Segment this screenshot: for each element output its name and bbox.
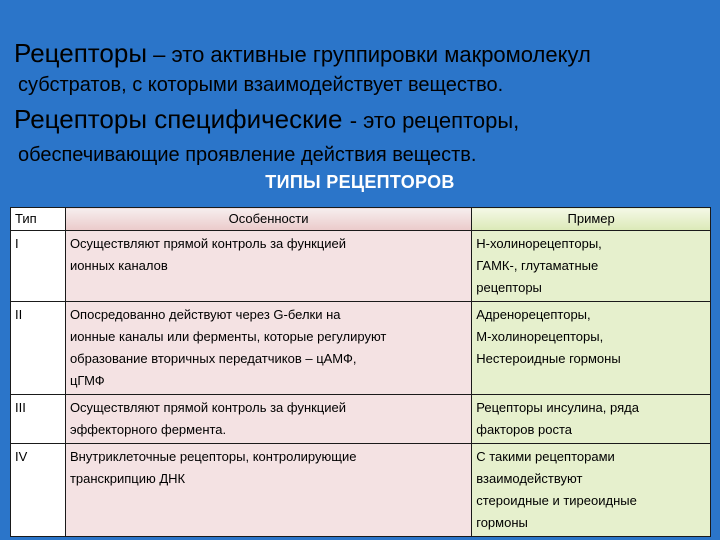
example-cell [472,231,711,302]
table-row [11,231,711,302]
example-line: ГАМК-, глутаматные [476,258,599,273]
header-features: Особенности [65,208,471,231]
type-cell: II [11,302,66,395]
example-line: рецепторы [476,280,542,295]
features-line: эффекторного фермента. [69,422,227,437]
features-cell [65,395,471,444]
example-cell [472,444,711,537]
table-header-row [11,208,711,231]
header-type: Тип [11,208,66,231]
specific-definition-line-1 [14,104,519,135]
features-line: образование вторичных передатчиков – цАМФ, [69,351,357,366]
example-line: стероидные и тиреоидные [476,493,637,508]
example-line: Адренорецепторы, [476,307,591,322]
features-line: Опосредованно действуют через G-белки на [69,307,341,322]
receptors-definition-text: – это активные группировки макромолекул [153,42,591,67]
example-cell [472,302,711,395]
specific-definition-text: - это рецепторы, [349,108,520,133]
features-cell [65,231,471,302]
features-line: Осуществляют прямой контроль за функцией [69,400,347,415]
receptors-definition-line-1 [14,38,591,69]
example-line: Нестероидные гормоны [476,351,621,366]
features-line: ионных каналов [69,258,168,273]
example-line: Н-холинорецепторы, [476,236,602,251]
features-line: ионные каналы или ферменты, которые регулируют [69,329,387,344]
type-cell: IV [11,444,66,537]
type-cell: III [11,395,66,444]
table-row [11,395,711,444]
features-cell [65,444,471,537]
table-row [11,302,711,395]
features-line: Внутриклеточные рецепторы, контролирующие [69,449,357,464]
specific-definition-line-2: обеспечивающие проявление действия веществ. [18,144,477,166]
example-line: Рецепторы инсулина, ряда [476,400,639,415]
type-cell: I [11,231,66,302]
features-line: транскрипцию ДНК [69,471,186,486]
table-title: ТИПЫ РЕЦЕПТОРОВ [265,172,455,192]
example-cell [472,395,711,444]
example-line: С такими рецепторами [476,449,615,464]
receptor-types-table [10,207,711,537]
example-line: взаимодействуют [476,471,583,486]
example-line: гормоны [476,515,528,530]
specific-receptors-term: Рецепторы специфические [14,104,343,134]
receptors-definition-line-2: субстратов, с которыми взаимодействует вещество. [18,74,504,96]
header-example: Пример [472,208,711,231]
table-row [11,444,711,537]
features-line: цГМФ [69,373,105,388]
example-line: М-холинорецепторы, [476,329,604,344]
features-line: Осуществляют прямой контроль за функцией [69,236,347,251]
example-line: факторов роста [476,422,573,437]
features-cell [65,302,471,395]
receptors-term: Рецепторы [14,38,148,68]
